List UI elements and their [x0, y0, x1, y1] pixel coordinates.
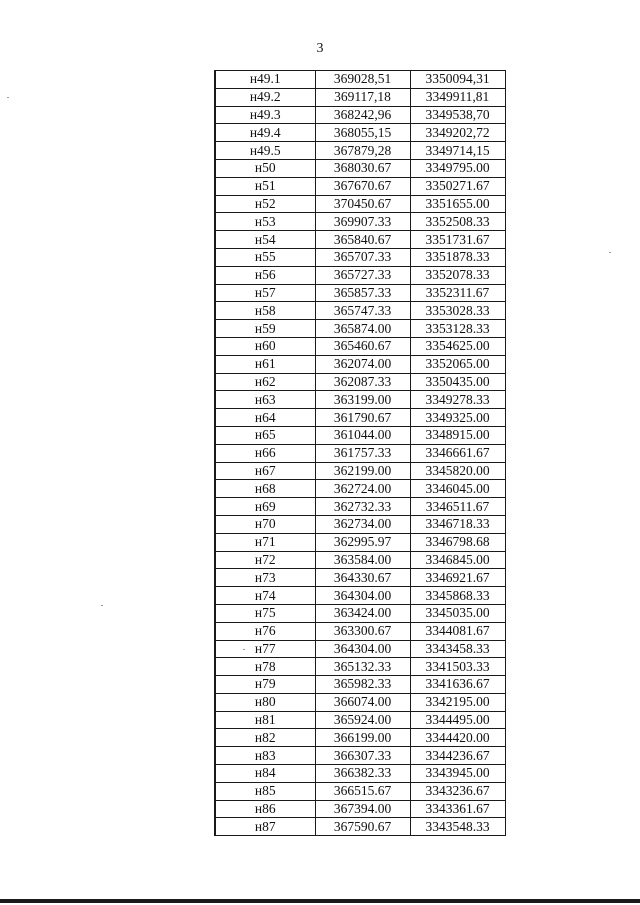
table-row — [215, 782, 505, 800]
x-coordinate-cell: 367670.67 — [315, 177, 410, 195]
x-coordinate-cell: 368055,15 — [315, 124, 410, 142]
x-coordinate-cell: 369907.33 — [315, 213, 410, 231]
point-id-cell: н64 — [215, 409, 315, 427]
x-coordinate-cell: 365707.33 — [315, 248, 410, 266]
table-row — [215, 177, 505, 195]
point-id-cell: н49.2 — [215, 88, 315, 106]
x-coordinate-cell: 365460.67 — [315, 337, 410, 355]
x-coordinate-cell: 362732.33 — [315, 498, 410, 516]
x-coordinate-cell: 369028,51 — [315, 71, 410, 89]
x-coordinate-cell: 365747.33 — [315, 302, 410, 320]
point-id-cell: н84 — [215, 765, 315, 783]
table-row — [215, 765, 505, 783]
x-coordinate-cell: 365924.00 — [315, 711, 410, 729]
x-coordinate-cell: 370450.67 — [315, 195, 410, 213]
x-coordinate-cell: 361757.33 — [315, 444, 410, 462]
point-id-cell: н69 — [215, 498, 315, 516]
table-row — [215, 693, 505, 711]
x-coordinate-cell: 363584.00 — [315, 551, 410, 569]
point-id-cell: н67 — [215, 462, 315, 480]
table-row — [215, 800, 505, 818]
x-coordinate-cell: 367879,28 — [315, 142, 410, 160]
point-id-cell: н61 — [215, 355, 315, 373]
point-id-cell: н50 — [215, 159, 315, 177]
x-coordinate-cell: 369117,18 — [315, 88, 410, 106]
y-coordinate-cell: 3349911,81 — [410, 88, 505, 106]
x-coordinate-cell: 362087.33 — [315, 373, 410, 391]
point-id-cell: н51 — [215, 177, 315, 195]
table-row — [215, 213, 505, 231]
table-row — [215, 587, 505, 605]
y-coordinate-cell: 3346045.00 — [410, 480, 505, 498]
x-coordinate-cell: 362995.97 — [315, 533, 410, 551]
x-coordinate-cell: 364330.67 — [315, 569, 410, 587]
point-id-cell: н87 — [215, 818, 315, 836]
table-row — [215, 569, 505, 587]
point-id-cell: н79 — [215, 676, 315, 694]
table-row — [215, 391, 505, 409]
table-row — [215, 533, 505, 551]
table-row — [215, 658, 505, 676]
table-row — [215, 409, 505, 427]
x-coordinate-cell: 365727.33 — [315, 266, 410, 284]
table-row — [215, 266, 505, 284]
table-row — [215, 462, 505, 480]
bottom-edge-rule — [0, 899, 640, 903]
point-id-cell: н57 — [215, 284, 315, 302]
y-coordinate-cell: 3344495.00 — [410, 711, 505, 729]
table-row — [215, 676, 505, 694]
point-id-cell: н59 — [215, 320, 315, 338]
point-id-cell: н53 — [215, 213, 315, 231]
x-coordinate-cell: 368030.67 — [315, 159, 410, 177]
point-id-cell: н85 — [215, 782, 315, 800]
y-coordinate-cell: 3351655.00 — [410, 195, 505, 213]
y-coordinate-cell: 3349714,15 — [410, 142, 505, 160]
point-id-cell: н77 — [215, 640, 315, 658]
x-coordinate-cell: 361044.00 — [315, 426, 410, 444]
point-id-cell: н83 — [215, 747, 315, 765]
x-coordinate-cell: 366307.33 — [315, 747, 410, 765]
table-row — [215, 124, 505, 142]
point-id-cell: н82 — [215, 729, 315, 747]
point-id-cell: н55 — [215, 248, 315, 266]
scan-speck — [101, 605, 103, 606]
y-coordinate-cell: 3342195.00 — [410, 693, 505, 711]
y-coordinate-cell: 3345035.00 — [410, 604, 505, 622]
table-row — [215, 515, 505, 533]
y-coordinate-cell: 3352065.00 — [410, 355, 505, 373]
y-coordinate-cell: 3349202,72 — [410, 124, 505, 142]
point-id-cell: н70 — [215, 515, 315, 533]
point-id-cell: н80 — [215, 693, 315, 711]
point-id-cell: н72 — [215, 551, 315, 569]
y-coordinate-cell: 3345868.33 — [410, 587, 505, 605]
table-row — [215, 711, 505, 729]
x-coordinate-cell: 367590.67 — [315, 818, 410, 836]
y-coordinate-cell: 3350271.67 — [410, 177, 505, 195]
y-coordinate-cell: 3351731.67 — [410, 231, 505, 249]
point-id-cell: н49.3 — [215, 106, 315, 124]
coordinates-table — [214, 70, 506, 836]
point-id-cell: н65 — [215, 426, 315, 444]
x-coordinate-cell: 364304.00 — [315, 640, 410, 658]
y-coordinate-cell: 3351878.33 — [410, 248, 505, 266]
point-id-cell: н49.5 — [215, 142, 315, 160]
table-row — [215, 142, 505, 160]
table-row — [215, 373, 505, 391]
table-row — [215, 640, 505, 658]
coordinates-table-body — [215, 71, 505, 836]
y-coordinate-cell: 3341636.67 — [410, 676, 505, 694]
table-row — [215, 106, 505, 124]
point-id-cell: н54 — [215, 231, 315, 249]
table-row — [215, 302, 505, 320]
table-row — [215, 355, 505, 373]
y-coordinate-cell: 3352078.33 — [410, 266, 505, 284]
point-id-cell: н68 — [215, 480, 315, 498]
table-row — [215, 622, 505, 640]
table-row — [215, 426, 505, 444]
y-coordinate-cell: 3346921.67 — [410, 569, 505, 587]
table-row — [215, 337, 505, 355]
table-row — [215, 159, 505, 177]
x-coordinate-cell: 363300.67 — [315, 622, 410, 640]
y-coordinate-cell: 3348915.00 — [410, 426, 505, 444]
y-coordinate-cell: 3352508.33 — [410, 213, 505, 231]
y-coordinate-cell: 3343458.33 — [410, 640, 505, 658]
table-row — [215, 444, 505, 462]
x-coordinate-cell: 361790.67 — [315, 409, 410, 427]
y-coordinate-cell: 3343548.33 — [410, 818, 505, 836]
y-coordinate-cell: 3344236.67 — [410, 747, 505, 765]
y-coordinate-cell: 3352311.67 — [410, 284, 505, 302]
point-id-cell: н49.1 — [215, 71, 315, 89]
point-id-cell: н74 — [215, 587, 315, 605]
y-coordinate-cell: 3346718.33 — [410, 515, 505, 533]
point-id-cell: н81 — [215, 711, 315, 729]
x-coordinate-cell: 366515.67 — [315, 782, 410, 800]
y-coordinate-cell: 3350435.00 — [410, 373, 505, 391]
table-row — [215, 231, 505, 249]
x-coordinate-cell: 362199.00 — [315, 462, 410, 480]
x-coordinate-cell: 362074.00 — [315, 355, 410, 373]
point-id-cell: н58 — [215, 302, 315, 320]
table-row — [215, 71, 505, 89]
y-coordinate-cell: 3344081.67 — [410, 622, 505, 640]
table-row — [215, 818, 505, 836]
x-coordinate-cell: 362734.00 — [315, 515, 410, 533]
table-row — [215, 320, 505, 338]
point-id-cell: н56 — [215, 266, 315, 284]
y-coordinate-cell: 3353028.33 — [410, 302, 505, 320]
x-coordinate-cell: 362724.00 — [315, 480, 410, 498]
y-coordinate-cell: 3346661.67 — [410, 444, 505, 462]
point-id-cell: н73 — [215, 569, 315, 587]
y-coordinate-cell: 3343361.67 — [410, 800, 505, 818]
point-id-cell: н76 — [215, 622, 315, 640]
point-id-cell: н62 — [215, 373, 315, 391]
x-coordinate-cell: 363424.00 — [315, 604, 410, 622]
x-coordinate-cell: 365874.00 — [315, 320, 410, 338]
y-coordinate-cell: 3354625.00 — [410, 337, 505, 355]
x-coordinate-cell: 366074.00 — [315, 693, 410, 711]
y-coordinate-cell: 3343236.67 — [410, 782, 505, 800]
y-coordinate-cell: 3346798.68 — [410, 533, 505, 551]
table-row — [215, 88, 505, 106]
x-coordinate-cell: 366382.33 — [315, 765, 410, 783]
table-row — [215, 498, 505, 516]
page-number: 3 — [316, 41, 324, 56]
x-coordinate-cell: 367394.00 — [315, 800, 410, 818]
point-id-cell: н52 — [215, 195, 315, 213]
point-id-cell: н71 — [215, 533, 315, 551]
point-id-cell: н75 — [215, 604, 315, 622]
y-coordinate-cell: 3349538,70 — [410, 106, 505, 124]
table-row — [215, 747, 505, 765]
y-coordinate-cell: 3343945.00 — [410, 765, 505, 783]
y-coordinate-cell: 3346511.67 — [410, 498, 505, 516]
y-coordinate-cell: 3353128.33 — [410, 320, 505, 338]
x-coordinate-cell: 365132.33 — [315, 658, 410, 676]
y-coordinate-cell: 3344420.00 — [410, 729, 505, 747]
table-row — [215, 480, 505, 498]
x-coordinate-cell: 364304.00 — [315, 587, 410, 605]
point-id-cell: н49.4 — [215, 124, 315, 142]
y-coordinate-cell: 3341503.33 — [410, 658, 505, 676]
table-row — [215, 551, 505, 569]
point-id-cell: н63 — [215, 391, 315, 409]
point-id-cell: н78 — [215, 658, 315, 676]
scan-speck — [609, 252, 611, 253]
y-coordinate-cell: 3346845.00 — [410, 551, 505, 569]
table-row — [215, 248, 505, 266]
y-coordinate-cell: 3349325.00 — [410, 409, 505, 427]
point-id-cell: н60 — [215, 337, 315, 355]
table-row — [215, 604, 505, 622]
y-coordinate-cell: 3345820.00 — [410, 462, 505, 480]
table-row — [215, 284, 505, 302]
y-coordinate-cell: 3349795.00 — [410, 159, 505, 177]
point-id-cell: н66 — [215, 444, 315, 462]
x-coordinate-cell: 365982.33 — [315, 676, 410, 694]
table-row — [215, 195, 505, 213]
y-coordinate-cell: 3350094,31 — [410, 71, 505, 89]
x-coordinate-cell: 363199.00 — [315, 391, 410, 409]
x-coordinate-cell: 365840.67 — [315, 231, 410, 249]
x-coordinate-cell: 365857.33 — [315, 284, 410, 302]
table-row — [215, 729, 505, 747]
scan-speck — [7, 97, 9, 98]
x-coordinate-cell: 368242,96 — [315, 106, 410, 124]
point-id-cell: н86 — [215, 800, 315, 818]
x-coordinate-cell: 366199.00 — [315, 729, 410, 747]
scan-speck — [243, 649, 245, 650]
y-coordinate-cell: 3349278.33 — [410, 391, 505, 409]
